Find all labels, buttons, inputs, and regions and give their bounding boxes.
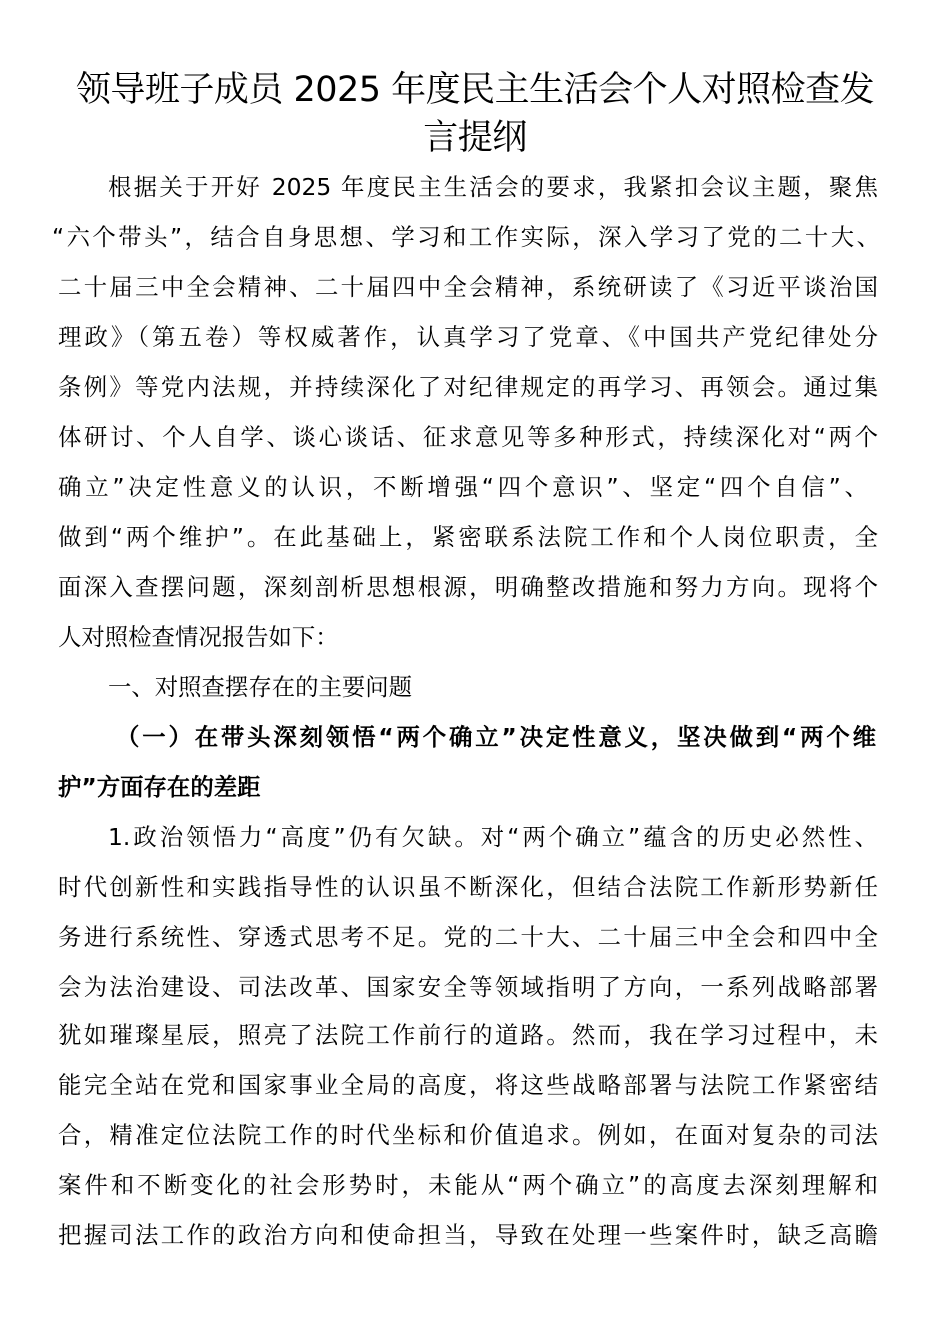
intro-paragraph-line: 二十届三中全会精神、二十届四中全会精神，系统研读了《习近平谈治国 [58,273,878,301]
item1-paragraph-line: 能完全站在党和国家事业全局的高度，将这些战略部署与法院工作紧密结 [58,1071,878,1099]
item1-paragraph-line: 合，精准定位法院工作的时代坐标和价值追求。例如，在面对复杂的司法 [58,1121,878,1149]
item1-paragraph-line: 会为法治建设、司法改革、国家安全等领域指明了方向，一系列战略部署 [58,973,878,1001]
intro-paragraph-line: 确立”决定性意义的认识，不断增强“四个意识”、坚定“四个自信”、 [58,473,868,501]
section-heading: 一、对照查摆存在的主要问题 [108,673,413,701]
document-title-line-1: 领导班子成员 2025 年度民主生活会个人对照检查发 [75,70,875,110]
intro-paragraph-line: 根据关于开好 2025 年度民主生活会的要求，我紧扣会议主题，聚焦 [108,173,878,201]
subsection-heading-line: （一）在带头深刻领悟“两个确立”决定性意义，坚决做到“两个维 [116,723,876,751]
intro-paragraph-line: 人对照检查情况报告如下： [58,623,339,651]
item1-paragraph-line: 犹如璀璨星辰，照亮了法院工作前行的道路。然而，我在学习过程中，未 [58,1021,878,1049]
document-title-line-2: 言提纲 [423,118,527,158]
intro-paragraph-line: 理政》（第五卷）等权威著作，认真学习了党章、《中国共产党纪律处分 [58,323,878,351]
item1-paragraph-line: 案件和不断变化的社会形势时，未能从“两个确立”的高度去深刻理解和 [58,1171,878,1199]
intro-paragraph-line: 面深入查摆问题，深刻剖析思想根源，明确整改措施和努力方向。现将个 [58,573,878,601]
intro-paragraph-line: 体研讨、个人自学、谈心谈话、征求意见等多种形式，持续深化对“两个 [58,423,878,451]
item1-paragraph-line: 务进行系统性、穿透式思考不足。党的二十大、二十届三中全会和四中全 [58,923,878,951]
intro-paragraph-line: 条例》等党内法规，并持续深化了对纪律规定的再学习、再领会。通过集 [58,373,878,401]
item1-paragraph-line: 1.政治领悟力“高度”仍有欠缺。对“两个确立”蕴含的历史必然性、 [108,823,878,851]
item1-paragraph-line: 时代创新性和实践指导性的认识虽不断深化，但结合法院工作新形势新任 [58,873,878,901]
intro-paragraph-line: 做到“两个维护”。在此基础上，紧密联系法院工作和个人岗位职责，全 [58,523,878,551]
item1-paragraph-line: 把握司法工作的政治方向和使命担当，导致在处理一些案件时，缺乏高瞻 [58,1221,878,1249]
subsection-heading-line: 护”方面存在的差距 [58,773,261,801]
intro-paragraph-line: “六个带头”，结合自身思想、学习和工作实际，深入学习了党的二十大、 [52,223,880,251]
